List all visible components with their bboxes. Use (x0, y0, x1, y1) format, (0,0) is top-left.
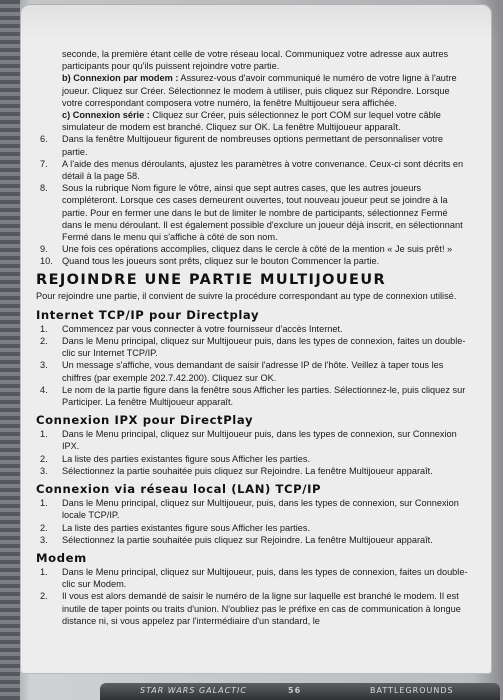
list-item (36, 522, 468, 534)
ipx-steps-list (36, 428, 468, 477)
step-text: La liste des parties existantes figure sous Afficher les parties. (62, 453, 311, 464)
list-item (36, 453, 468, 465)
step-text: Une fois ces opérations accomplies, cliquez dans le cercle à côté de la mention « Je suis prêt! » (62, 244, 453, 255)
page-number: 56 (288, 686, 302, 695)
step-number: 3. (40, 360, 48, 371)
footer-game-title: STAR WARS GALACTIC (140, 686, 247, 695)
footer-subtitle: BATTLEGROUNDS (370, 686, 454, 695)
tcp-steps-list (36, 323, 468, 408)
step-text: Quand tous les joueurs sont prêts, cliquez sur le bouton Commencer la partie. (62, 256, 380, 267)
list-item (36, 534, 468, 546)
list-item (36, 255, 468, 267)
step-number: 2. (40, 453, 48, 464)
connection-substeps (62, 48, 468, 133)
step-text: Sélectionnez la partie souhaitée puis cliquez sur Rejoindre. La fenêtre Multijoueur apparaît. (62, 465, 433, 476)
list-item (36, 335, 468, 359)
step-number: 2. (40, 591, 48, 602)
step-number: 1. (40, 323, 48, 334)
lan-steps-list (36, 497, 468, 546)
step-text: Sous la rubrique Nom figure le vôtre, ainsi que sept autres cases, que les autres joueurs compléteront. Lorsque ces cases demeurent ouvertes, tout nouveau joueur peut se joindre à la partie. Pour en fermer une dans le but de limiter le nombre de participants, sélectionnez Fermé dans le menu déroulant. Il est également possible d'exclure un joueur déjà inscrit, en sélectionnant Fermé dans le menu qui s'affiche à côté de son nom. (62, 183, 463, 243)
page-top-shade (20, 0, 500, 40)
step-text: Dans la fenêtre Multijoueur figurent de nombreuses options permettant de personnaliser votre partie. (62, 134, 443, 157)
list-item (36, 133, 468, 157)
step-number: 8. (40, 183, 48, 194)
lan-heading: Connexion via réseau local (LAN) TCP/IP (36, 482, 322, 497)
list-item (36, 158, 468, 182)
modem-heading: Modem (36, 550, 87, 565)
serial-substep-text: Cliquez sur Créer, puis sélectionnez le port COM sur lequel votre câble simulateur de modem est branché. Cliquez sur OK. La fenêtre Multijoueur apparaît. (62, 110, 441, 133)
step-text: Un message s'affiche, vous demandant de saisir l'adresse IP de l'hôte. Veillez à taper tous les chiffres (par exemple 202.7.42.200). Cliquez sur OK. (62, 360, 444, 383)
step-number: 2. (40, 522, 48, 533)
step-text: Il vous est alors demandé de saisir le numéro de la ligne sur laquelle est branché le modem. Il est inutile de taper points ou traits d'union. N'oubliez pas le préfixe en cas de communication à longue distance ni, si vous appelez par l'intermédiaire d'un standard, le (62, 591, 461, 626)
step-number: 1. (40, 566, 48, 577)
tcp-heading: Internet TCP/IP pour Directplay (36, 307, 260, 322)
join-intro: Pour rejoindre une partie, il convient de suivre la procédure correspondant au type de connexion utilisé. (36, 290, 457, 301)
list-item (36, 384, 468, 408)
lan-address-text: seconde, la première étant celle de votre réseau local. Communiquez votre adresse aux autres participants pour qu'ils puissent rejoindre votre partie. (62, 49, 449, 72)
list-item (36, 428, 468, 452)
step-number: 7. (40, 158, 48, 169)
step-number: 10. (40, 256, 53, 267)
step-text: Sélectionnez la partie souhaitée puis cliquez sur Rejoindre. La fenêtre Multijoueur apparaît. (62, 534, 433, 545)
step-number: 1. (40, 429, 48, 440)
step-number: 3. (40, 465, 48, 476)
step-number: 1. (40, 498, 48, 509)
list-item (36, 323, 468, 335)
list-item (36, 182, 468, 243)
list-item (36, 566, 468, 590)
serial-substep-label: c) Connexion série : (62, 110, 150, 121)
step-text: La liste des parties existantes figure sous Afficher les parties. (62, 522, 311, 533)
page-content (36, 48, 468, 627)
ipx-heading: Connexion IPX pour DirectPlay (36, 413, 254, 428)
list-item (36, 590, 468, 627)
page-footer (100, 683, 500, 700)
step-text: A l'aide des menus déroulants, ajustez les paramètres à votre convenance. Ceux-ci sont décrits en détail à la page 58. (62, 158, 464, 182)
list-item (36, 359, 468, 383)
step-number: 2. (40, 336, 48, 347)
step-text: Commencez par vous connecter à votre fournisseur d'accès Internet. (62, 323, 343, 334)
step-text: Le nom de la partie figure dans la fenêtre sous Afficher les parties. Sélectionnez-le, puis cliquez sur Participer. La fenêtre Multijoueur apparaît. (62, 384, 466, 408)
step-number: 6. (40, 134, 48, 145)
step-text: Dans le Menu principal, cliquez sur Multijoueur, puis, dans les types de connexion, faites un double-clic sur Modem. (62, 566, 468, 590)
list-item (36, 243, 468, 255)
modem-substep (62, 72, 468, 109)
step-text: Dans le Menu principal, cliquez sur Multijoueur puis, dans les types de connexion, faites un double-clic sur Internet TCP/IP. (62, 336, 466, 359)
step-text: Dans le Menu principal, cliquez sur Multijoueur puis, dans les types de connexion, sur Connexion IPX. (62, 429, 457, 452)
host-steps-list (36, 133, 468, 267)
serial-substep (62, 109, 468, 133)
list-item (36, 465, 468, 477)
binding-edge (0, 0, 20, 700)
modem-steps-list (36, 566, 468, 627)
modem-substep-label: b) Connexion par modem : (62, 73, 179, 84)
step-number: 4. (40, 384, 48, 395)
step-number: 3. (40, 534, 48, 545)
join-heading: REJOINDRE UNE PARTIE MULTIJOUEUR (36, 271, 387, 288)
modem-substep-text: Assurez-vous d'avoir communiqué le numéro de votre ligne à l'autre joueur. Cliquez sur Créer. Sélectionnez le modem à utiliser, puis cliquez sur Répondre. Lorsque votre correspondant composera votre numéro, la fenêtre Multijoueur sera affichée. (62, 73, 457, 108)
list-item (36, 497, 468, 521)
step-number: 9. (40, 244, 48, 255)
step-text: Dans le Menu principal, cliquez sur Multijoueur, puis, dans les types de connexion, sur Connexion locale TCP/IP. (62, 498, 459, 521)
